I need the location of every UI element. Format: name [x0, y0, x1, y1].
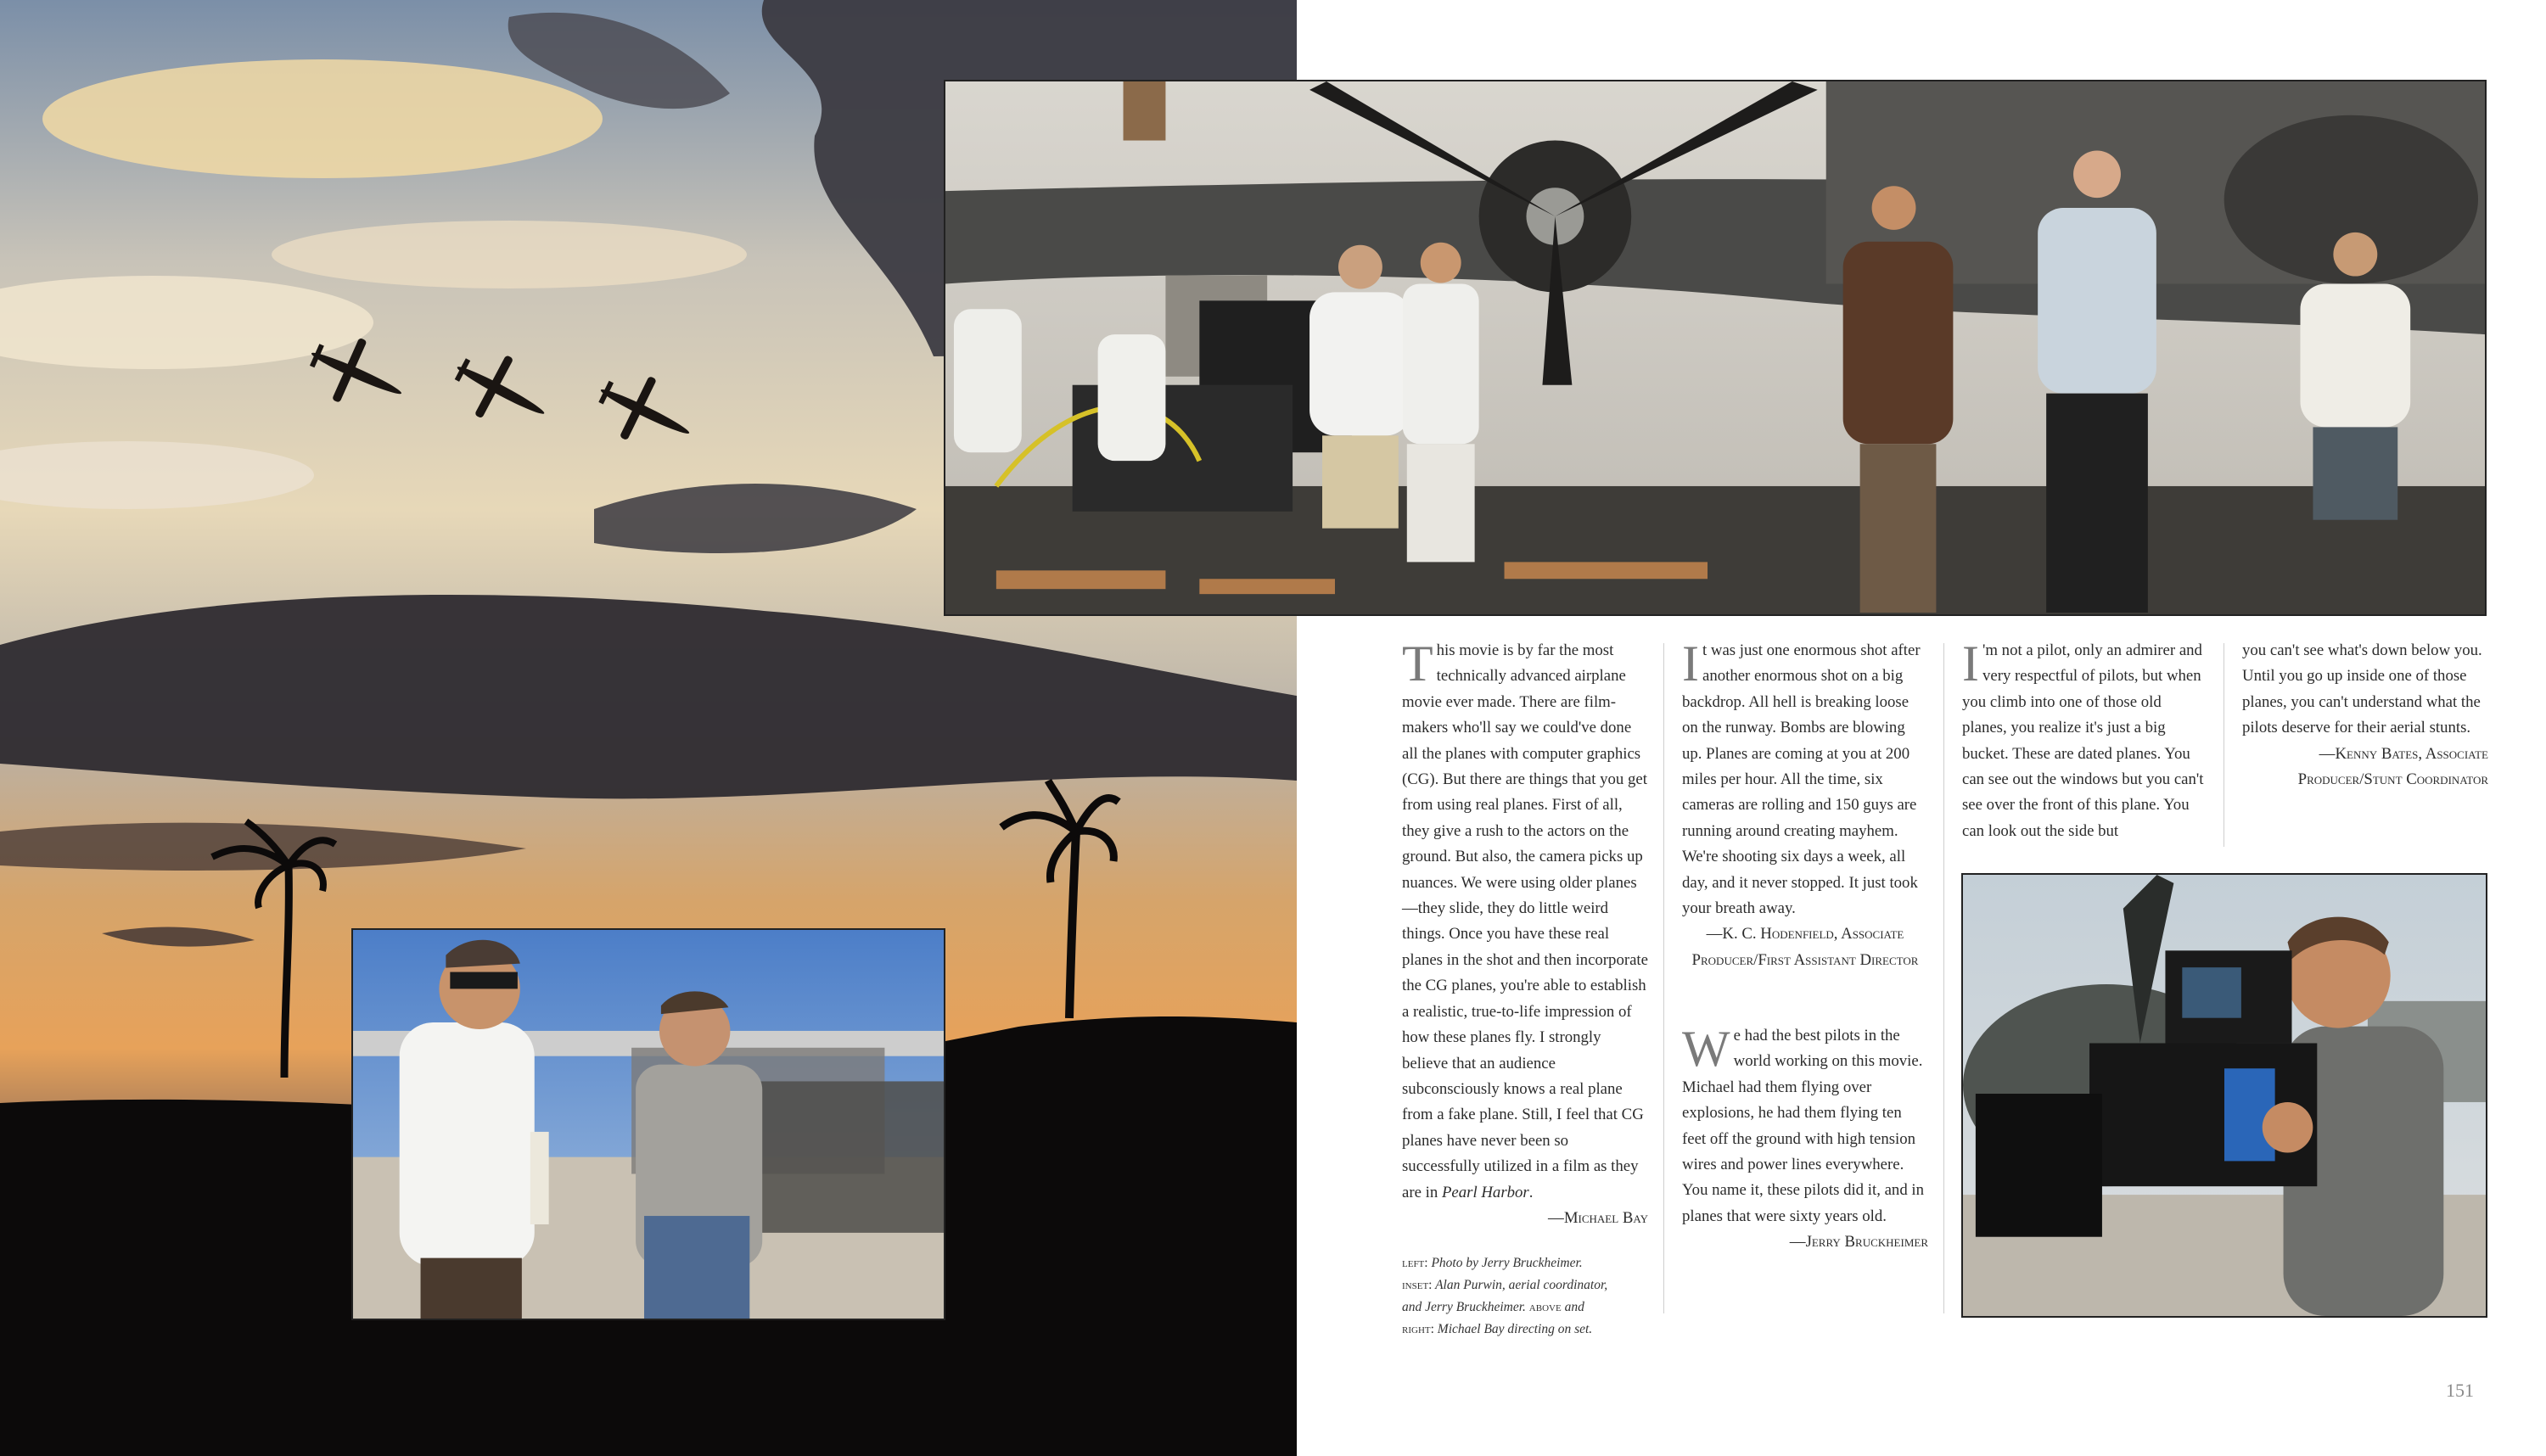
- quote-jerry-bruckheimer: [1682, 1023, 1928, 1256]
- caption-text: and Jerry Bruckheimer.: [1402, 1300, 1529, 1314]
- quote-text: you can't see what's down below you. Until you go up inside one of those planes, you can't understand what the pilots deserve for their aerial stunts.: [2242, 641, 2482, 737]
- dropcap: T: [1402, 636, 1433, 692]
- quote-text: 'm not a pilot, only an admirer and very respectful of pilots, but when you climb into one of those old planes, you realize it's just a big bucket. These are dated planes. You can see out the windows but you can't see over the front of this plane. You can look out the side but: [1962, 641, 2204, 840]
- quote-kc-hodenfield: [1682, 638, 1928, 973]
- film-title: Pearl Harbor: [1441, 1183, 1529, 1201]
- caption-text: Alan Purwin, aerial coordinator,: [1432, 1278, 1608, 1292]
- attribution-line-2: Producer/First Assistant Director: [1691, 950, 1919, 969]
- attribution-line-1: —Kenny Bates, Associate: [2319, 744, 2488, 763]
- two-men-illustration: [353, 930, 944, 1319]
- caption-text: Photo by Jerry Bruckheimer.: [1427, 1256, 1583, 1270]
- page-number: 151: [2446, 1380, 2474, 1401]
- caption-text: Michael Bay directing on set.: [1433, 1322, 1593, 1336]
- quote-end: .: [1528, 1183, 1534, 1201]
- attribution: —Jerry Bruckheimer: [1789, 1233, 1928, 1252]
- attribution: —Michael Bay: [1548, 1208, 1648, 1227]
- quote-michael-bay: [1402, 638, 1648, 1231]
- dropcap: I: [1682, 636, 1699, 692]
- attribution-line-1: —K. C. Hodenfield, Associate: [1706, 925, 1904, 944]
- dropcap: I: [1962, 636, 1979, 692]
- inset-two-men-photo: [351, 928, 945, 1320]
- director-illustration: [1963, 875, 2486, 1316]
- film-crew-illustration: [945, 81, 2485, 614]
- dropcap: W: [1682, 1021, 1730, 1077]
- quote-text: his movie is by far the most technically advanced airplane movie ever made. There are film-makers who'll say we could've done all the planes with computer graphics (CG). But there are things that you get from using real planes. First of all, they give a rush to the actors on the ground. But also, the camera picks up nuances. We were using older planes—they slide, they do little weird things. Once you have these real planes in the shot and then incorporate the CG planes, you're able to establish a realistic, true-to-life impression of how these planes fly. I strongly believe that an audience subconsciously knows a real plane from a fake plane. Still, I feel that CG planes have never been so successfully utilized in a film as they are in: [1402, 641, 1648, 1201]
- quote-text: t was just one enormous shot after another enormous shot on a big backdrop. All hell is breaking loose on the runway. Bombs are blowing up. Planes are coming at you at 200 miles per hour. All the time, six cameras are rolling and 150 guys are running around creating mayhem. We're shooting six days a week, all day, and it never stopped. It just took your breath away.: [1682, 641, 1921, 918]
- caption-label: above: [1528, 1300, 1562, 1314]
- column-divider: [1943, 643, 1944, 1313]
- crew-bomber-photo: [944, 80, 2487, 616]
- photo-caption: [1402, 1252, 1657, 1341]
- caption-label: left:: [1402, 1256, 1428, 1270]
- director-camera-photo: [1961, 873, 2487, 1318]
- attribution-line-2: Producer/Stunt Coordinator: [2297, 770, 2488, 789]
- quote-kenny-bates-part1: [1962, 638, 2208, 844]
- caption-label: right:: [1402, 1322, 1434, 1336]
- quote-text: e had the best pilots in the world working on this movie. Michael had them flying over explosions, he had them flying ten feet off the ground with high tension wires and power lines everywhere. You name it, these pilots did it, and in planes that were sixty years old.: [1682, 1027, 1925, 1225]
- column-divider: [1663, 643, 1664, 1313]
- quote-kenny-bates-part2: [2242, 638, 2488, 792]
- caption-text: and: [1561, 1300, 1584, 1314]
- caption-label: inset:: [1402, 1278, 1433, 1292]
